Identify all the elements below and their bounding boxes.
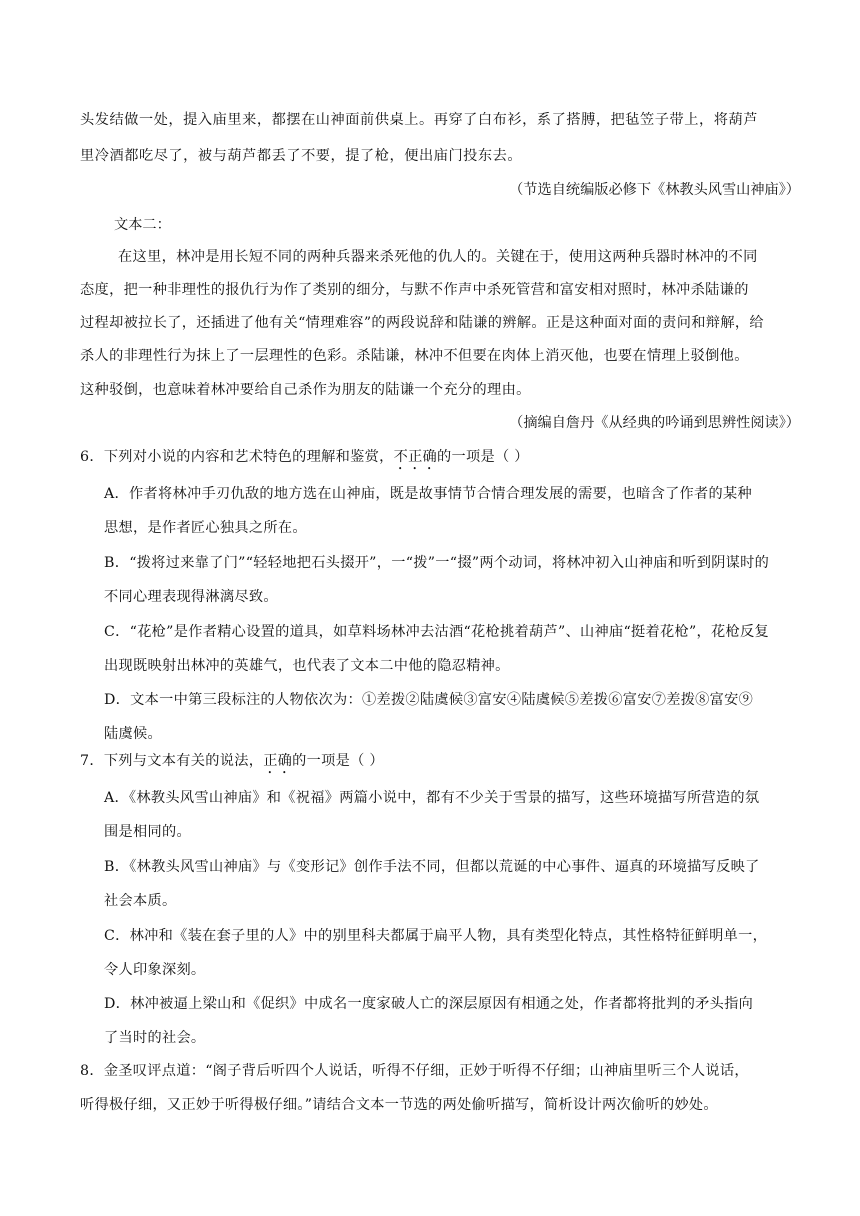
question-6-stem-post: 的一项是（ ）: [437, 449, 529, 465]
question-7-option-b-line-1: B．《林教头风雪山神庙》与《变形记》创作手法不同，但都以荒诞的中心事件、逼真的环境描写反映了: [104, 859, 760, 875]
question-7-option-d-line-1: D．林冲被逼上梁山和《促织》中成名一度家破人亡的深层原因有相通之处，作者都将批判的矛头指向: [104, 996, 754, 1012]
question-6-stem-pre: 6．下列对小说的内容和艺术特色的理解和鉴赏，: [80, 449, 394, 465]
question-7-stem-post: 的一项是（ ）: [292, 753, 384, 769]
question-6-option-b-line-2: 不同心理表现得淋漓尽致。: [104, 589, 278, 605]
question-7-option-c-line-1: C．林冲和《装在套子里的人》中的别里科夫都属于扁平人物，具有类型化特点，其性格特征鲜明单一，: [104, 928, 768, 944]
question-7-option-d-line-2: 了当时的社会。: [104, 1030, 206, 1046]
question-6-option-a-line-1: A．作者将林冲手刃仇敌的地方选在山神庙，既是故事情节合情合理发展的需要，也暗含了作者的某种: [104, 486, 752, 502]
question-6-option-c-line-2: 出现既映射出林冲的英雄气，也代表了文本二中他的隐忍精神。: [104, 658, 510, 674]
text2-heading: 文本二：: [114, 217, 171, 233]
question-8-line-2: 听得极仔细，又正妙于听得极仔细。”请结合文本一节选的两处偷听描写，简析设计两次偷听的妙处。: [80, 1097, 718, 1113]
question-7-option-a-line-2: 围是相同的。: [104, 824, 191, 840]
text1-line-2: 里冷酒都吃尽了，被与葫芦都丢了不要，提了枪，便出庙门投东去。: [80, 148, 523, 164]
text2-line-1: 在这里，林冲是用长短不同的两种兵器来杀死他的仇人的。关键在于，使用这两种兵器时林冲的不同: [118, 249, 758, 265]
question-6-stem: [80, 447, 790, 473]
question-7-emphasis: 正确: [263, 753, 293, 769]
text2-line-4: 杀人的非理性行为抹上了一层理性的色彩。杀陆谦，林冲不但要在肉体上消灭他，也要在情理上驳倒他。: [80, 348, 749, 364]
text2-line-3: 过程却被拉长了，还插进了他有关“情理难容”的两段说辞和陆谦的辨解。正是这种面对面的责问和辩解，给: [80, 315, 764, 331]
text1-line-1: 头发结做一处，提入庙里来，都摆在山神面前供桌上。再穿了白布衫，系了搭膊，把毡笠子带上，将葫芦: [80, 112, 758, 128]
text2-line-2: 态度，把一种非理性的报仇行为作了类别的细分，与默不作声中杀死管营和富安相对照时，林冲杀陆谦的: [80, 282, 749, 298]
question-7-option-a-line-1: A．《林教头风雪山神庙》和《祝福》两篇小说中，都有不少关于雪景的描写，这些环境描写所营造的氛: [104, 790, 760, 806]
question-7-stem-pre: 7．下列与文本有关的说法，: [80, 753, 264, 769]
question-6-option-a-line-2: 思想，是作者匠心独具之所在。: [104, 520, 307, 536]
question-6-option-d-line-2: 陆虞候。: [104, 726, 162, 742]
question-6-emphasis: 不正确: [393, 449, 438, 465]
text2-source: （摘编自詹丹《从经典的吟诵到思辨性阅读》）: [509, 415, 800, 431]
text2-line-5: 这种驳倒，也意味着林冲要给自己杀作为朋友的陆谦一个充分的理由。: [80, 382, 531, 398]
question-6-option-b-line-1: B．“拨将过来靠了门”“轻轻地把石头掇开”，一“拨”一“掇”两个动词，将林冲初入山神庙和听到阴谋时的: [104, 555, 770, 571]
question-6-option-c-line-1: C．“花枪”是作者精心设置的道具，如草料场林冲去沽酒“花枪挑着葫芦”、山神庙“挺着花枪”，花枪反复: [104, 624, 769, 640]
question-6-option-d-line-1: D．文本一中第三段标注的人物依次为：①差拨②陆虞候③富安④陆虞候⑤差拨⑥富安⑦差拨⑧富安⑨: [104, 692, 754, 708]
text1-source: （节选自统编版必修下《林教头风雪山神庙》）: [509, 182, 800, 198]
question-7-option-b-line-2: 社会本质。: [104, 893, 177, 909]
question-7-stem: [80, 751, 790, 777]
question-7-option-c-line-2: 令人印象深刻。: [104, 962, 206, 978]
question-8-line-1: 8．金圣叹评点道：“阁子背后听四个人说话，听得不仔细，正妙于听得不仔细；山神庙里听三个人说话，: [80, 1063, 749, 1079]
